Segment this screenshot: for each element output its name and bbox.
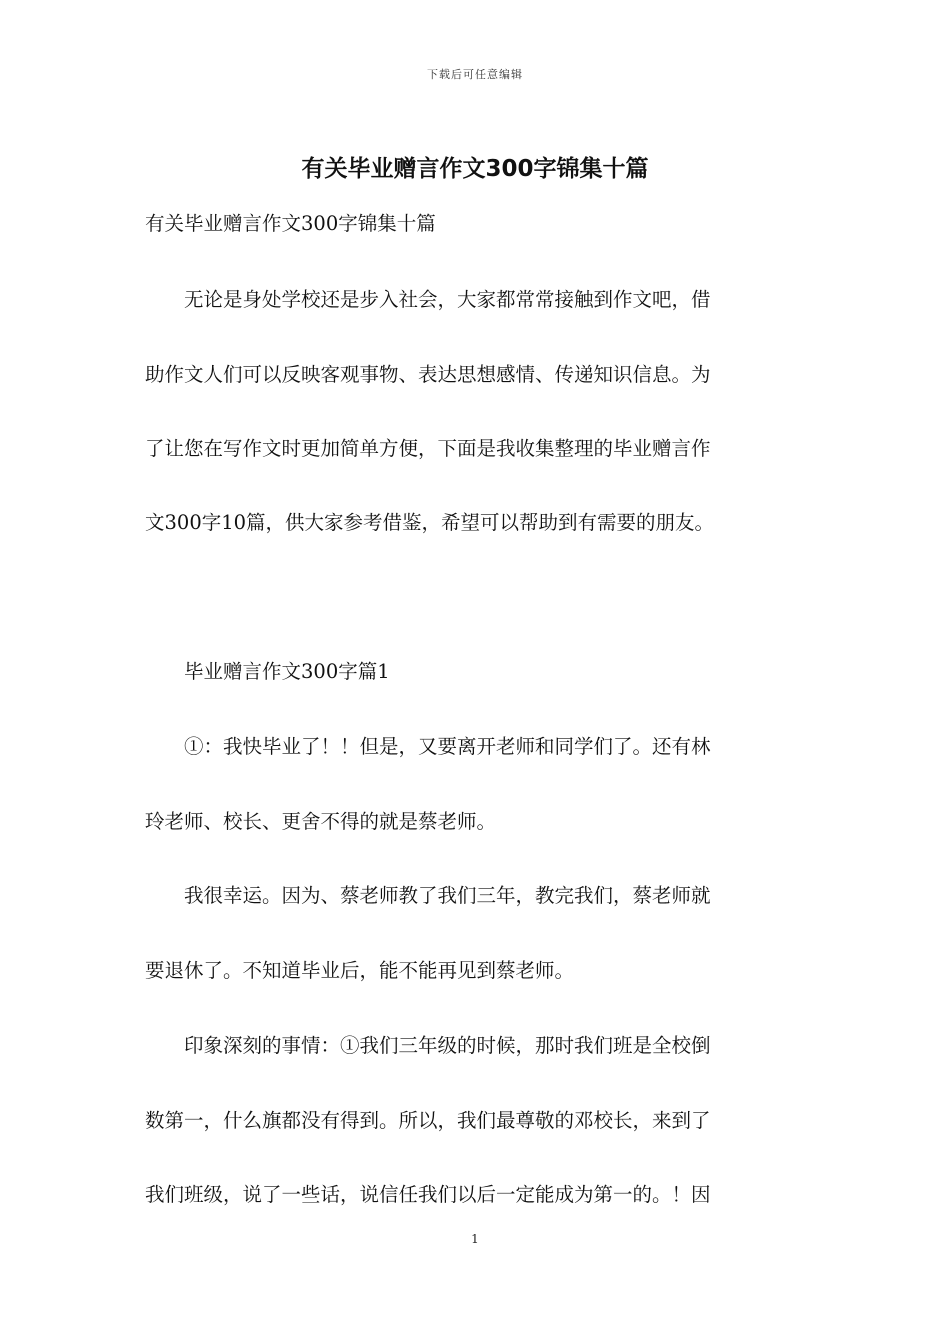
document-title: 有关毕业赠言作文300字锦集十篇 [301, 156, 649, 182]
section-heading: 毕业赠言作文300字篇1 [145, 660, 390, 683]
header-note: 下载后可任意编辑 [427, 68, 523, 81]
paragraph-line: 无论是身处学校还是步入社会，大家都常常接触到作文吧，借 [145, 288, 711, 311]
paragraph-line: 文300字10篇，供大家参考借鉴，希望可以帮助到有需要的朋友。 [145, 511, 715, 534]
paragraph-line: 印象深刻的事情：①我们三年级的时候，那时我们班是全校倒 [145, 1034, 711, 1057]
paragraph-line: 数第一，什么旗都没有得到。所以，我们最尊敬的邓校长，来到了 [145, 1109, 711, 1132]
paragraph-line: 我们班级，说了一些话，说信任我们以后一定能成为第一的。！因 [145, 1183, 711, 1206]
paragraph-line: 助作文人们可以反映客观事物、表达思想感情、传递知识信息。为 [145, 363, 711, 386]
paragraph-line: 要退休了。不知道毕业后，能不能再见到蔡老师。 [145, 959, 575, 982]
page-number: 1 [471, 1232, 479, 1246]
paragraph-line: ①：我快毕业了！！但是，又要离开老师和同学们了。还有林 [145, 735, 711, 758]
document-subtitle: 有关毕业赠言作文300字锦集十篇 [145, 212, 436, 235]
paragraph-line: 玲老师、校长、更舍不得的就是蔡老师。 [145, 810, 497, 833]
paragraph-line: 我很幸运。因为、蔡老师教了我们三年，教完我们，蔡老师就 [145, 884, 711, 907]
paragraph-line: 了让您在写作文时更加简单方便，下面是我收集整理的毕业赠言作 [145, 437, 711, 460]
